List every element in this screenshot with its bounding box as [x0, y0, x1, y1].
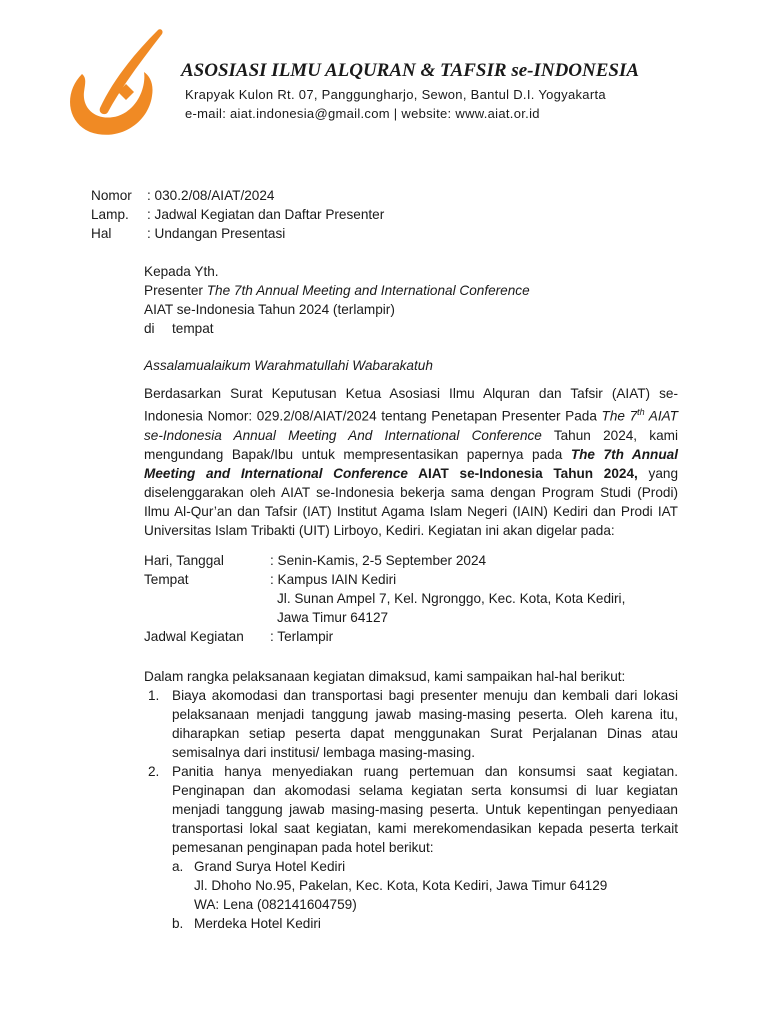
recipient-event-title: The 7th Annual Meeting and International Conference — [206, 283, 530, 298]
recipient-di: di — [144, 321, 155, 336]
recipient-place — [144, 319, 530, 338]
hotel-item — [172, 914, 678, 933]
body-paragraph — [144, 384, 678, 540]
organization-name: ASOSIASI ILMU ALQURAN & TAFSIR se-INDONESIA — [181, 60, 640, 81]
organization-address: Krapyak Kulon Rt. 07, Panggungharjo, Sewon, Bantul D.I. Yogyakarta — [185, 87, 606, 102]
recipient-block — [144, 262, 530, 338]
body-event-sup: th — [637, 407, 645, 417]
lampiran-value: : Jadwal Kegiatan dan Daftar Presenter — [147, 207, 385, 222]
body-text-d: Tahun 2024, kami mengundang Bapak/Ibu untuk mempresentasikan papernya pada — [144, 427, 679, 462]
tempat-address-2: Jawa Timur 64127 — [277, 610, 389, 625]
jadwal-value: : Terlampir — [270, 629, 334, 644]
hotel-name: Merdeka Hotel Kediri — [194, 916, 321, 931]
tempat-value: : Kampus IAIN Kediri — [270, 572, 397, 587]
list-item-number: 1. — [148, 688, 160, 703]
list-intro: Dalam rangka pelaksanaan kegiatan dimaksud, kami sampaikan hal-hal berikut: — [144, 669, 626, 684]
recipient-presenter — [144, 281, 530, 300]
body-text-a: Berdasarkan Surat Keputusan Ketua Asosiasi Ilmu Alquran dan Tafsir (AIAT) se-Indonesia Nomor: 029.2/08/AIAT/2024 tentang Penetapan Presenter Pada — [144, 386, 678, 424]
hari-label: Hari, Tanggal — [144, 553, 224, 568]
list-item — [144, 686, 678, 762]
body-event-bold: AIAT se-Indonesia Tahun 2024, — [407, 465, 638, 481]
list-item — [144, 762, 678, 933]
organization-logo — [60, 22, 170, 140]
jadwal-label: Jadwal Kegiatan — [144, 629, 244, 644]
nomor-value: : 030.2/08/AIAT/2024 — [147, 188, 275, 203]
reference-block — [91, 186, 384, 243]
numbered-list — [144, 686, 678, 933]
tempat-address-1: Jl. Sunan Ampel 7, Kel. Ngronggo, Kec. Kota, Kota Kediri, — [277, 591, 626, 606]
lampiran-label: Lamp. — [91, 207, 129, 222]
nomor-label: Nomor — [91, 188, 132, 203]
aiat-logo-icon — [60, 22, 170, 140]
nomor-line — [91, 186, 384, 205]
body-event-bold-italic: The 7th Annual Meeting and International Conference — [144, 446, 678, 481]
body-text-g: yang diselenggarakan oleh AIAT se-Indonesia bekerja sama dengan Program Studi (Prodi) Ilmu Al-Qur’an dan Tafsir (IAT) Institut Agama Islam Negeri (IAIN) Kediri dan Prodi IAT Universitas Islam Tribakti (UIT) Lirboyo, Kediri. Kegiatan ini akan digelar pada: — [144, 465, 678, 538]
list-item-number: 2. — [148, 764, 160, 779]
hotel-address: Jl. Dhoho No.95, Pakelan, Kec. Kota, Kota Kediri, Jawa Timur 64129 — [194, 878, 608, 893]
list-item-text: Biaya akomodasi dan transportasi bagi presenter menuju dan kembali dari lokasi pelaksanaan menjadi tanggung jawab masing-masing peserta. Oleh karena itu, diharapkan setiap peserta dapat menggunakan Surat Perjalanan Dinas atau semisalnya dari institusi/ lembaga masing-masing. — [172, 688, 678, 760]
hotel-item — [172, 857, 678, 914]
lampiran-line — [91, 205, 384, 224]
hal-label: Hal — [91, 226, 112, 241]
tempat-label: Tempat — [144, 572, 189, 587]
hal-line — [91, 224, 384, 243]
hari-value: : Senin-Kamis, 2-5 September 2024 — [270, 553, 487, 568]
recipient-tempat: tempat — [172, 321, 214, 336]
recipient-salutation: Kepada Yth. — [144, 264, 219, 279]
organization-contact: e-mail: aiat.indonesia@gmail.com | website: www.aiat.or.id — [185, 106, 540, 121]
hotel-letter: a. — [172, 859, 184, 874]
hotel-name: Grand Surya Hotel Kediri — [194, 859, 346, 874]
greeting: Assalamualaikum Warahmatullahi Wabarakatuh — [144, 358, 433, 373]
hal-value: : Undangan Presentasi — [147, 226, 286, 241]
recipient-event-year: AIAT se-Indonesia Tahun 2024 (terlampir) — [144, 302, 395, 317]
hotel-contact: WA: Lena (082141604759) — [194, 897, 357, 912]
body-event-italic-b: AIAT se-Indonesia Annual Meeting And International Conference — [144, 408, 678, 443]
body-event-italic-a: The 7 — [601, 408, 638, 424]
hotel-letter: b. — [172, 916, 184, 931]
list-item-text: Panitia hanya menyediakan ruang pertemuan dan konsumsi saat kegiatan. Penginapan dan akomodasi selama kegiatan serta konsumsi di luar kegiatan menjadi tanggung jawab masing-masing peserta. Untuk kepentingan penyediaan transportasi lokal saat kegiatan, kami merekomendasikan kepada peserta terkait pemesanan penginapan pada hotel berikut: — [172, 764, 678, 855]
recipient-presenter-prefix: Presenter — [144, 283, 207, 298]
